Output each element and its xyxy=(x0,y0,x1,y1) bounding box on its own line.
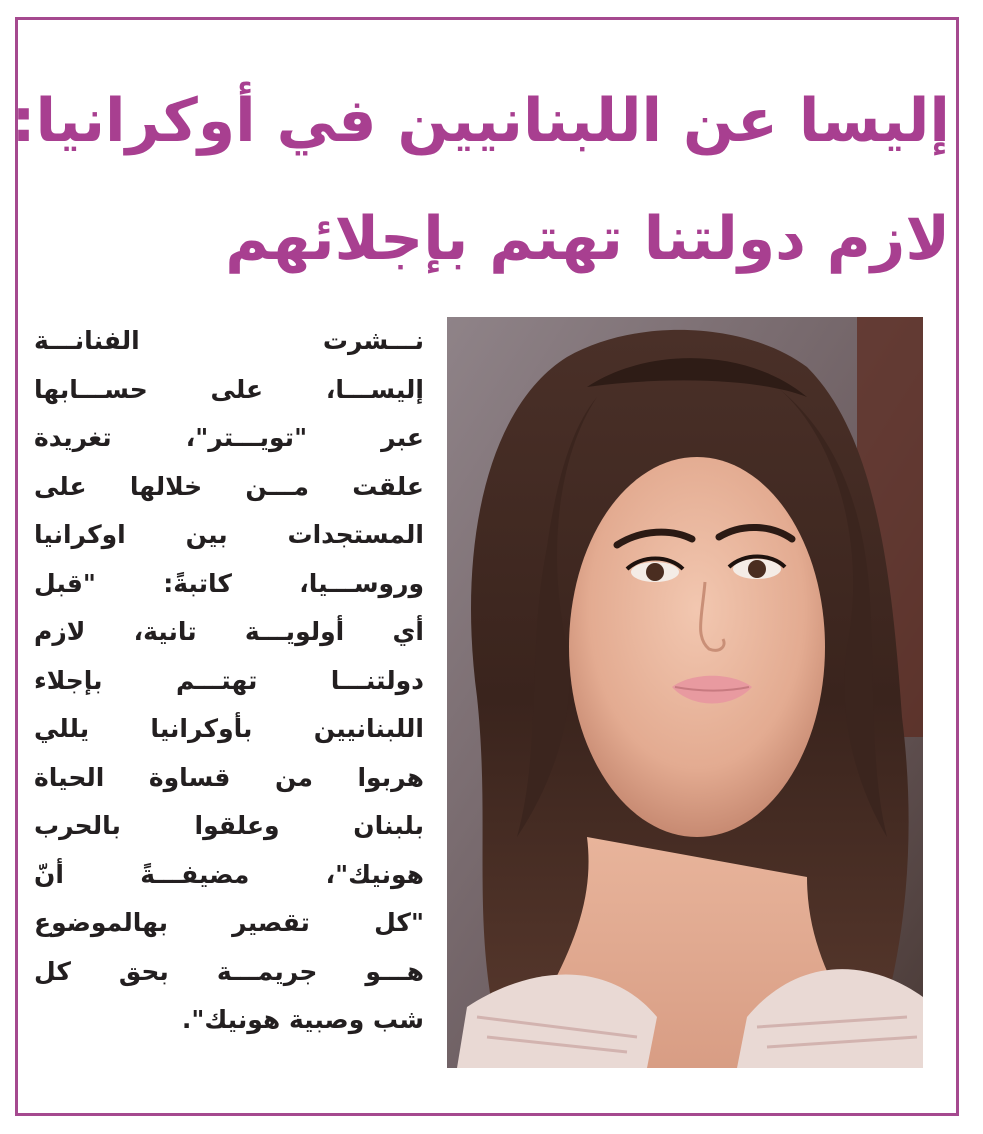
article-line: دولتنـــا تهتـــم بإجلاء xyxy=(34,665,424,695)
article-line: عبر "تويـــتر"، تغريدة xyxy=(34,423,424,452)
article-line: بلبنان وعلقوا بالحرب xyxy=(34,811,424,840)
article-line: المستجدات بين اوكرانيا xyxy=(34,520,424,549)
portrait-photo xyxy=(447,317,923,1068)
article-line: "كل تقصير بهالموضوع xyxy=(34,908,424,937)
article-line: شب وصبية هونيك". xyxy=(181,1005,424,1034)
article-line: هـــو جريمـــة بحق كل xyxy=(34,956,424,986)
article-line: هربوا من قساوة الحياة xyxy=(34,762,424,792)
portrait-illustration xyxy=(447,317,923,1068)
article-line: وروســـيا، كاتبةً: "قبل xyxy=(34,568,424,598)
article-body xyxy=(34,317,424,1045)
headline xyxy=(11,62,950,298)
article-line: نـــشرت الفنانـــة xyxy=(34,326,424,355)
article-line: علقت مـــن خلالها على xyxy=(34,471,424,501)
article-line: اللبنانيين بأوكرانيا يللي xyxy=(34,714,424,743)
article-line: أي أولويـــة تانية، لازم xyxy=(34,617,424,646)
article-line: هونيك"، مضيفـــةً أنّ xyxy=(34,859,424,889)
article-line: إليســـا، على حســـابها xyxy=(34,374,424,404)
headline-line-2: لازم دولتنا تهتم بإجلائهم xyxy=(225,204,950,274)
headline-line-1: إليسا عن اللبنانيين في أوكرانيا: xyxy=(11,86,950,156)
